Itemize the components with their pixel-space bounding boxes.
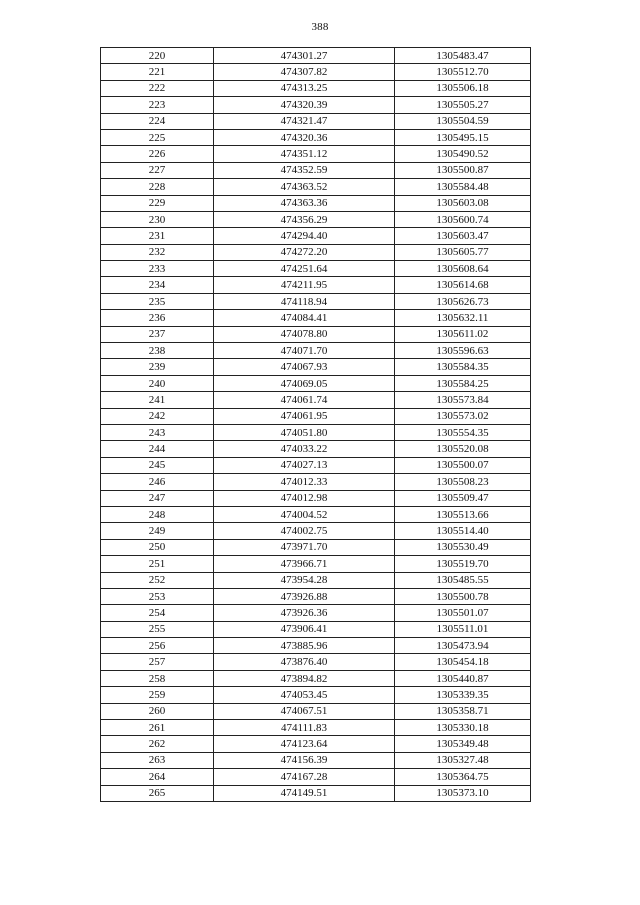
x-coordinate-cell: 474156.39 bbox=[214, 752, 395, 768]
point-number-cell: 228 bbox=[101, 179, 214, 195]
y-coordinate-cell: 1305603.08 bbox=[395, 195, 531, 211]
x-coordinate-cell: 474363.52 bbox=[214, 179, 395, 195]
y-coordinate-cell: 1305603.47 bbox=[395, 228, 531, 244]
point-number-cell: 249 bbox=[101, 523, 214, 539]
point-number-cell: 262 bbox=[101, 736, 214, 752]
table-row bbox=[101, 261, 531, 277]
x-coordinate-cell: 473954.28 bbox=[214, 572, 395, 588]
y-coordinate-cell: 1305632.11 bbox=[395, 310, 531, 326]
y-coordinate-cell: 1305611.02 bbox=[395, 326, 531, 342]
point-number-cell: 233 bbox=[101, 261, 214, 277]
point-number-cell: 220 bbox=[101, 48, 214, 64]
x-coordinate-cell: 473876.40 bbox=[214, 654, 395, 670]
y-coordinate-cell: 1305614.68 bbox=[395, 277, 531, 293]
y-coordinate-cell: 1305349.48 bbox=[395, 736, 531, 752]
table-row bbox=[101, 490, 531, 506]
point-number-cell: 263 bbox=[101, 752, 214, 768]
x-coordinate-cell: 474084.41 bbox=[214, 310, 395, 326]
y-coordinate-cell: 1305600.74 bbox=[395, 211, 531, 227]
point-number-cell: 222 bbox=[101, 80, 214, 96]
table-row bbox=[101, 293, 531, 309]
y-coordinate-cell: 1305504.59 bbox=[395, 113, 531, 129]
y-coordinate-cell: 1305500.78 bbox=[395, 588, 531, 604]
y-coordinate-cell: 1305364.75 bbox=[395, 769, 531, 785]
x-coordinate-cell: 474294.40 bbox=[214, 228, 395, 244]
y-coordinate-cell: 1305584.25 bbox=[395, 375, 531, 391]
x-coordinate-cell: 474027.13 bbox=[214, 457, 395, 473]
table-row bbox=[101, 703, 531, 719]
table-row bbox=[101, 523, 531, 539]
y-coordinate-cell: 1305506.18 bbox=[395, 80, 531, 96]
x-coordinate-cell: 474321.47 bbox=[214, 113, 395, 129]
point-number-cell: 264 bbox=[101, 769, 214, 785]
table-row bbox=[101, 277, 531, 293]
table-row bbox=[101, 588, 531, 604]
point-number-cell: 231 bbox=[101, 228, 214, 244]
point-number-cell: 234 bbox=[101, 277, 214, 293]
x-coordinate-cell: 474002.75 bbox=[214, 523, 395, 539]
x-coordinate-cell: 474307.82 bbox=[214, 64, 395, 80]
page-number: 388 bbox=[311, 21, 329, 33]
y-coordinate-cell: 1305573.02 bbox=[395, 408, 531, 424]
point-number-cell: 261 bbox=[101, 720, 214, 736]
table-row bbox=[101, 310, 531, 326]
y-coordinate-cell: 1305584.35 bbox=[395, 359, 531, 375]
point-number-cell: 221 bbox=[101, 64, 214, 80]
y-coordinate-cell: 1305520.08 bbox=[395, 441, 531, 457]
x-coordinate-cell: 474211.95 bbox=[214, 277, 395, 293]
table-row bbox=[101, 441, 531, 457]
table-row bbox=[101, 457, 531, 473]
x-coordinate-cell: 474051.80 bbox=[214, 424, 395, 440]
point-number-cell: 265 bbox=[101, 785, 214, 801]
y-coordinate-cell: 1305373.10 bbox=[395, 785, 531, 801]
x-coordinate-cell: 474004.52 bbox=[214, 506, 395, 522]
coordinates-table bbox=[100, 47, 531, 802]
x-coordinate-cell: 474033.22 bbox=[214, 441, 395, 457]
x-coordinate-cell: 474012.98 bbox=[214, 490, 395, 506]
x-coordinate-cell: 474352.59 bbox=[214, 162, 395, 178]
y-coordinate-cell: 1305605.77 bbox=[395, 244, 531, 260]
x-coordinate-cell: 473966.71 bbox=[214, 556, 395, 572]
point-number-cell: 245 bbox=[101, 457, 214, 473]
point-number-cell: 239 bbox=[101, 359, 214, 375]
x-coordinate-cell: 474111.83 bbox=[214, 720, 395, 736]
table-row bbox=[101, 195, 531, 211]
x-coordinate-cell: 474356.29 bbox=[214, 211, 395, 227]
point-number-cell: 225 bbox=[101, 129, 214, 145]
x-coordinate-cell: 474061.74 bbox=[214, 392, 395, 408]
table-row bbox=[101, 736, 531, 752]
x-coordinate-cell: 473894.82 bbox=[214, 670, 395, 686]
point-number-cell: 243 bbox=[101, 424, 214, 440]
x-coordinate-cell: 473926.36 bbox=[214, 605, 395, 621]
point-number-cell: 232 bbox=[101, 244, 214, 260]
y-coordinate-cell: 1305608.64 bbox=[395, 261, 531, 277]
x-coordinate-cell: 474251.64 bbox=[214, 261, 395, 277]
table-row bbox=[101, 654, 531, 670]
point-number-cell: 259 bbox=[101, 687, 214, 703]
point-number-cell: 250 bbox=[101, 539, 214, 555]
y-coordinate-cell: 1305339.35 bbox=[395, 687, 531, 703]
point-number-cell: 253 bbox=[101, 588, 214, 604]
table-row bbox=[101, 474, 531, 490]
x-coordinate-cell: 473885.96 bbox=[214, 638, 395, 654]
table-row bbox=[101, 392, 531, 408]
table-row bbox=[101, 64, 531, 80]
y-coordinate-cell: 1305490.52 bbox=[395, 146, 531, 162]
x-coordinate-cell: 474067.93 bbox=[214, 359, 395, 375]
point-number-cell: 224 bbox=[101, 113, 214, 129]
y-coordinate-cell: 1305440.87 bbox=[395, 670, 531, 686]
table-row bbox=[101, 621, 531, 637]
table-row bbox=[101, 326, 531, 342]
point-number-cell: 241 bbox=[101, 392, 214, 408]
x-coordinate-cell: 474118.94 bbox=[214, 293, 395, 309]
point-number-cell: 246 bbox=[101, 474, 214, 490]
table-row bbox=[101, 343, 531, 359]
x-coordinate-cell: 474149.51 bbox=[214, 785, 395, 801]
point-number-cell: 247 bbox=[101, 490, 214, 506]
x-coordinate-cell: 474320.39 bbox=[214, 97, 395, 113]
y-coordinate-cell: 1305573.84 bbox=[395, 392, 531, 408]
y-coordinate-cell: 1305483.47 bbox=[395, 48, 531, 64]
y-coordinate-cell: 1305596.63 bbox=[395, 343, 531, 359]
y-coordinate-cell: 1305330.18 bbox=[395, 720, 531, 736]
y-coordinate-cell: 1305473.94 bbox=[395, 638, 531, 654]
table-row bbox=[101, 129, 531, 145]
y-coordinate-cell: 1305509.47 bbox=[395, 490, 531, 506]
table-row bbox=[101, 752, 531, 768]
y-coordinate-cell: 1305512.70 bbox=[395, 64, 531, 80]
table-row bbox=[101, 48, 531, 64]
point-number-cell: 229 bbox=[101, 195, 214, 211]
table-row bbox=[101, 720, 531, 736]
point-number-cell: 255 bbox=[101, 621, 214, 637]
point-number-cell: 227 bbox=[101, 162, 214, 178]
x-coordinate-cell: 474012.33 bbox=[214, 474, 395, 490]
y-coordinate-cell: 1305508.23 bbox=[395, 474, 531, 490]
x-coordinate-cell: 474061.95 bbox=[214, 408, 395, 424]
table-row bbox=[101, 211, 531, 227]
coordinates-table-body bbox=[101, 48, 531, 802]
y-coordinate-cell: 1305554.35 bbox=[395, 424, 531, 440]
x-coordinate-cell: 474053.45 bbox=[214, 687, 395, 703]
y-coordinate-cell: 1305519.70 bbox=[395, 556, 531, 572]
point-number-cell: 257 bbox=[101, 654, 214, 670]
point-number-cell: 237 bbox=[101, 326, 214, 342]
point-number-cell: 230 bbox=[101, 211, 214, 227]
point-number-cell: 244 bbox=[101, 441, 214, 457]
y-coordinate-cell: 1305358.71 bbox=[395, 703, 531, 719]
table-row bbox=[101, 80, 531, 96]
point-number-cell: 236 bbox=[101, 310, 214, 326]
table-row bbox=[101, 359, 531, 375]
table-row bbox=[101, 375, 531, 391]
y-coordinate-cell: 1305500.87 bbox=[395, 162, 531, 178]
table-row bbox=[101, 162, 531, 178]
x-coordinate-cell: 474313.25 bbox=[214, 80, 395, 96]
x-coordinate-cell: 474069.05 bbox=[214, 375, 395, 391]
table-row bbox=[101, 179, 531, 195]
y-coordinate-cell: 1305505.27 bbox=[395, 97, 531, 113]
y-coordinate-cell: 1305530.49 bbox=[395, 539, 531, 555]
x-coordinate-cell: 474320.36 bbox=[214, 129, 395, 145]
x-coordinate-cell: 474071.70 bbox=[214, 343, 395, 359]
point-number-cell: 235 bbox=[101, 293, 214, 309]
point-number-cell: 256 bbox=[101, 638, 214, 654]
x-coordinate-cell: 473971.70 bbox=[214, 539, 395, 555]
table-row bbox=[101, 638, 531, 654]
y-coordinate-cell: 1305513.66 bbox=[395, 506, 531, 522]
table-row bbox=[101, 228, 531, 244]
table-row bbox=[101, 506, 531, 522]
table-row bbox=[101, 244, 531, 260]
point-number-cell: 260 bbox=[101, 703, 214, 719]
x-coordinate-cell: 474272.20 bbox=[214, 244, 395, 260]
y-coordinate-cell: 1305511.01 bbox=[395, 621, 531, 637]
y-coordinate-cell: 1305327.48 bbox=[395, 752, 531, 768]
point-number-cell: 258 bbox=[101, 670, 214, 686]
x-coordinate-cell: 474351.12 bbox=[214, 146, 395, 162]
table-row bbox=[101, 605, 531, 621]
table-row bbox=[101, 146, 531, 162]
y-coordinate-cell: 1305626.73 bbox=[395, 293, 531, 309]
table-row bbox=[101, 113, 531, 129]
table-row bbox=[101, 539, 531, 555]
y-coordinate-cell: 1305495.15 bbox=[395, 129, 531, 145]
y-coordinate-cell: 1305485.55 bbox=[395, 572, 531, 588]
x-coordinate-cell: 474067.51 bbox=[214, 703, 395, 719]
y-coordinate-cell: 1305454.18 bbox=[395, 654, 531, 670]
point-number-cell: 254 bbox=[101, 605, 214, 621]
point-number-cell: 242 bbox=[101, 408, 214, 424]
point-number-cell: 223 bbox=[101, 97, 214, 113]
x-coordinate-cell: 473926.88 bbox=[214, 588, 395, 604]
table-row bbox=[101, 769, 531, 785]
table-row bbox=[101, 424, 531, 440]
table-row bbox=[101, 556, 531, 572]
table-row bbox=[101, 670, 531, 686]
table-row bbox=[101, 785, 531, 801]
table-row bbox=[101, 97, 531, 113]
y-coordinate-cell: 1305514.40 bbox=[395, 523, 531, 539]
y-coordinate-cell: 1305584.48 bbox=[395, 179, 531, 195]
table-row bbox=[101, 687, 531, 703]
table-row bbox=[101, 408, 531, 424]
point-number-cell: 226 bbox=[101, 146, 214, 162]
x-coordinate-cell: 474167.28 bbox=[214, 769, 395, 785]
x-coordinate-cell: 474363.36 bbox=[214, 195, 395, 211]
table-row bbox=[101, 572, 531, 588]
y-coordinate-cell: 1305500.07 bbox=[395, 457, 531, 473]
x-coordinate-cell: 474301.27 bbox=[214, 48, 395, 64]
point-number-cell: 240 bbox=[101, 375, 214, 391]
point-number-cell: 238 bbox=[101, 343, 214, 359]
point-number-cell: 248 bbox=[101, 506, 214, 522]
point-number-cell: 251 bbox=[101, 556, 214, 572]
x-coordinate-cell: 473906.41 bbox=[214, 621, 395, 637]
y-coordinate-cell: 1305501.07 bbox=[395, 605, 531, 621]
x-coordinate-cell: 474123.64 bbox=[214, 736, 395, 752]
point-number-cell: 252 bbox=[101, 572, 214, 588]
x-coordinate-cell: 474078.80 bbox=[214, 326, 395, 342]
